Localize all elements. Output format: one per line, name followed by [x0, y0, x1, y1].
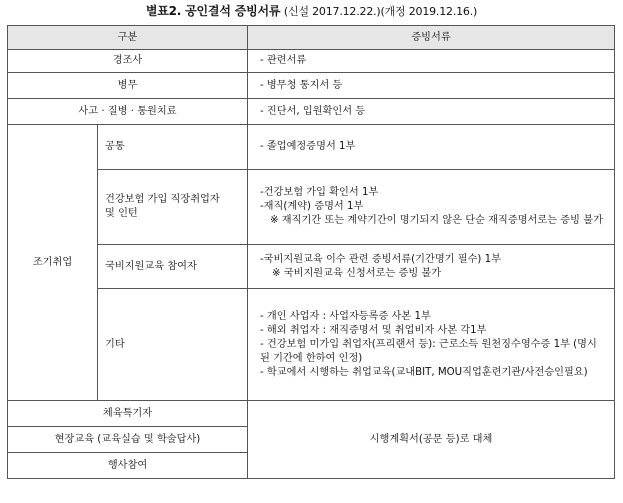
row-doc-military: - 병무청 통지서 등: [248, 73, 615, 99]
row-label-event: 행사참여: [8, 453, 248, 479]
insurance-label-line1: 건강보험 가입 직장취업자: [105, 194, 220, 205]
row-doc-common: - 졸업예정증명서 1부: [248, 125, 615, 170]
page-title: [0, 2, 623, 19]
row-label-fieldwork: 현장교육 (교육실습 및 학술답사): [8, 427, 248, 453]
row-label-other: 기타: [98, 289, 248, 401]
table-row: [8, 401, 615, 427]
table-row: [8, 245, 615, 289]
training-doc-2: ※ 국비지원교육 신청서로는 증빙 불가: [272, 267, 442, 279]
row-doc-condolence: - 관련서류: [248, 50, 615, 73]
table-row: [8, 289, 615, 401]
table-row: [8, 99, 615, 125]
title-main: 별표2. 공인결석 증빙서류: [145, 4, 281, 18]
row-label-early-employment: 조기취업: [8, 125, 98, 401]
table-row: [8, 50, 615, 73]
insurance-doc-3: ※ 재직기간 또는 계약기간이 명기되지 않은 단순 재직증명서로는 증빙 불가: [270, 215, 603, 226]
table-header-row: [8, 26, 615, 50]
row-label-condolence: 경조사: [8, 50, 248, 73]
training-doc-1: -국비지원교육 이수 관련 증빙서류(기간명기 필수) 1부: [260, 253, 501, 265]
table-row: [8, 170, 615, 245]
row-doc-insurance: [248, 170, 615, 245]
row-label-athlete: 체육특기자: [8, 401, 248, 427]
row-doc-other: [248, 289, 615, 401]
row-label-military: 병무: [8, 73, 248, 99]
row-label-training: 국비지원교육 참여자: [98, 245, 248, 289]
insurance-doc-2: -재직(계약) 증명서 1부: [260, 201, 364, 212]
table-row: [8, 73, 615, 99]
row-label-accident: 사고 · 질병 · 통원치료: [8, 99, 248, 125]
insurance-doc-1: -건강보험 가입 확인서 1부: [260, 187, 379, 198]
table-row: [8, 125, 615, 170]
row-doc-plan: 시행계획서(공문 등)로 대체: [248, 401, 615, 479]
row-label-insurance: [98, 170, 248, 245]
other-doc-2: - 해외 취업자 : 재직증명서 및 취업비자 사본 각1부: [260, 324, 487, 336]
header-category: 구분: [8, 26, 248, 50]
other-doc-3: - 건강보험 미가입 취업자(프리랜서 등): 근로소득 원천징수영수증 1부 (명시된 기간에 한하여 인정): [260, 338, 597, 364]
title-sub: (신설 2017.12.22.)(개정 2019.12.16.): [283, 5, 478, 18]
row-doc-accident: - 진단서, 입원확인서 등: [248, 99, 615, 125]
insurance-label-line2: 및 인턴: [105, 208, 138, 219]
evidence-table: [7, 25, 615, 479]
header-documents: 증빙서류: [248, 26, 615, 50]
row-label-common: 공통: [98, 125, 248, 170]
other-doc-4: - 학교에서 시행하는 취업교육(교내BIT, MOU직업훈련기관/사전승인필요): [260, 366, 588, 378]
row-doc-training: [248, 245, 615, 289]
other-doc-1: - 개인 사업자 : 사업자등록증 사본 1부: [260, 310, 431, 322]
